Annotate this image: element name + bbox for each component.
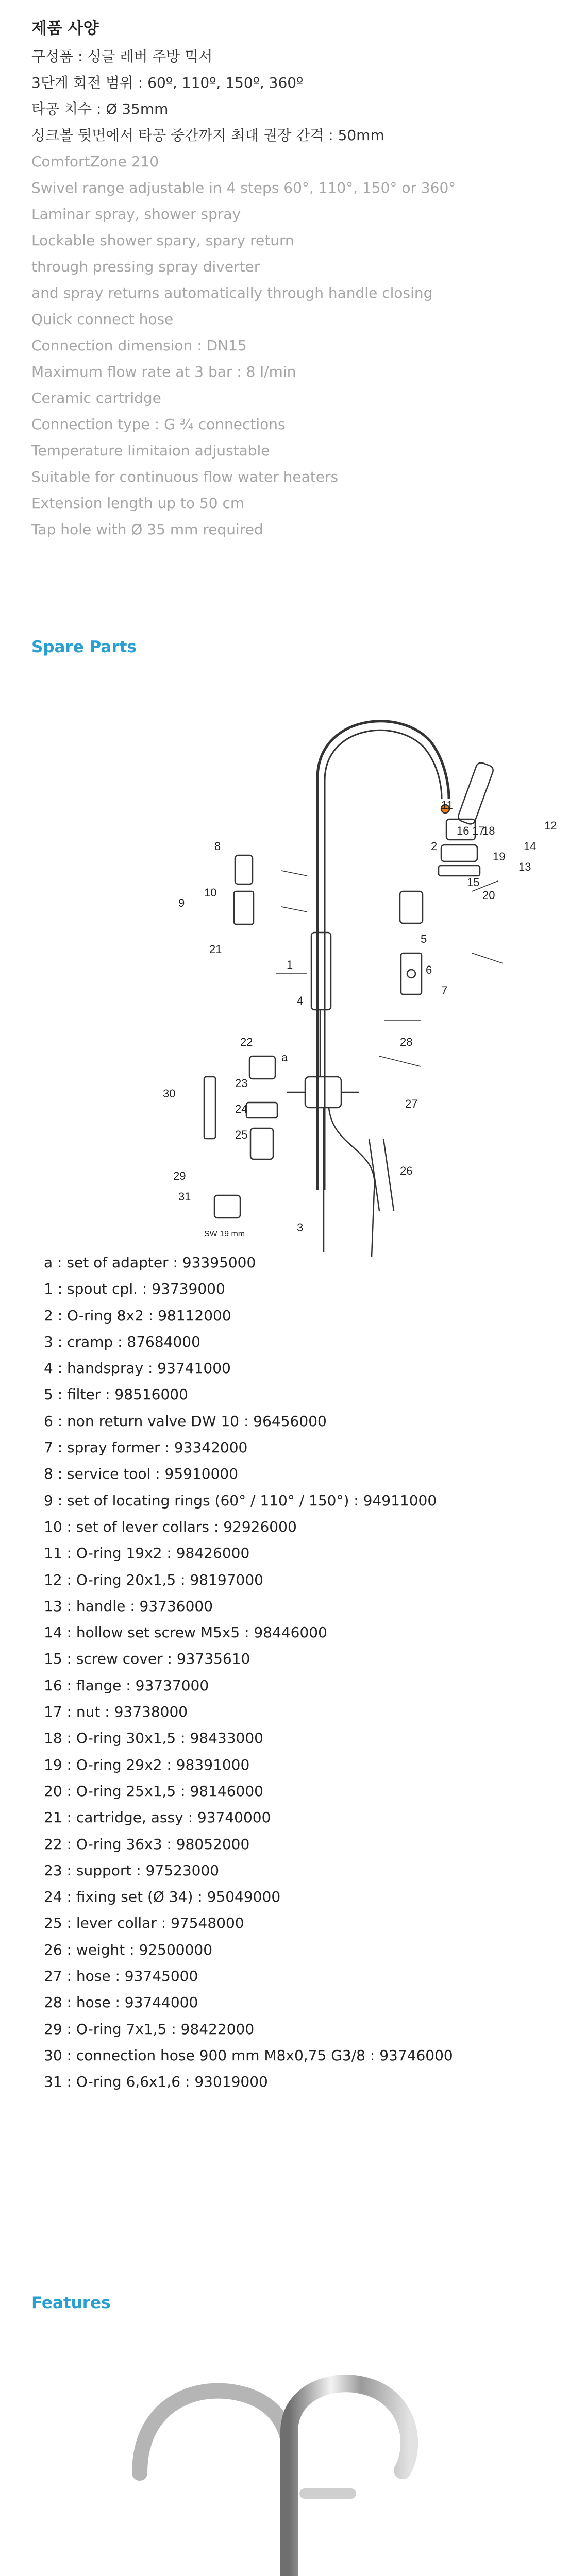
diagram-label: 10 [204, 886, 217, 899]
diagram-note: SW 19 mm [204, 1230, 245, 1239]
spec-line-en: Connection dimension : DN15 [31, 337, 247, 354]
spec-line-ko: 싱크볼 뒷면에서 타공 중간까지 최대 권장 간격 : 50mm [31, 127, 384, 144]
diagram-label: 15 [467, 876, 480, 889]
diagram-label: 22 [240, 1036, 253, 1048]
spout-inner [325, 730, 442, 1190]
spec-line-en: Temperature limitaion adjustable [31, 442, 270, 459]
list-item: 5 : filter : 98516000 [44, 1386, 188, 1403]
diagram-label: 13 [518, 860, 531, 873]
diagram-label: 19 [493, 850, 506, 863]
spec-line-en: through pressing spray diverter [31, 258, 260, 275]
list-item: a : set of adapter : 93395000 [44, 1254, 256, 1271]
diagram-label: 12 [544, 819, 557, 832]
spec-line-ko: 타공 치수 : Ø 35mm [31, 100, 169, 117]
list-item: 20 : O-ring 25x1,5 : 98146000 [44, 1782, 263, 1800]
fixing-nut [214, 1195, 240, 1218]
spec-line-en: Maximum flow rate at 3 bar : 8 l/min [31, 363, 296, 380]
diagram-label: 6 [426, 963, 432, 976]
diagram-label: 5 [421, 933, 427, 945]
list-item: 16 : flange : 93737000 [44, 1676, 209, 1694]
list-item: 9 : set of locating rings (60° / 110° / 150°) : 94911000 [44, 1492, 437, 1509]
list-item: 2 : O-ring 8x2 : 98112000 [44, 1307, 231, 1324]
diagram-label: a [281, 1051, 288, 1064]
spec-line-en: Quick connect hose [31, 311, 174, 328]
diagram-label: 31 [178, 1190, 191, 1203]
diagram-label: 9 [178, 896, 185, 909]
diagram-label: 11 [441, 799, 453, 811]
hose-lines [324, 1108, 375, 1257]
diagram-label: 27 [405, 1097, 418, 1110]
spare-parts-list [44, 1249, 453, 2095]
spec-title: 제품 사양 [31, 19, 99, 38]
diagram-label: 30 [163, 1087, 176, 1100]
spec-line-en: Laminar spray, shower spray [31, 206, 241, 223]
diagram-label: 16 [457, 824, 470, 837]
base-body [305, 1077, 341, 1108]
features-heading: Features [31, 2294, 111, 2312]
list-item: 6 : non return valve DW 10 : 96456000 [44, 1412, 327, 1430]
list-item: 10 : set of lever collars : 92926000 [44, 1518, 297, 1535]
spec-line-ko: 3단계 회전 범위 : 60º, 110º, 150º, 360º [31, 74, 304, 91]
handspray-body [311, 933, 331, 1010]
diagram-label: 18 [482, 824, 495, 837]
cartridge-body [401, 953, 422, 994]
list-item: 25 : lever collar : 97548000 [44, 1914, 244, 1932]
diagram-label: 20 [482, 889, 495, 902]
list-item: 1 : spout cpl. : 93739000 [44, 1280, 225, 1298]
list-item: 18 : O-ring 30x1,5 : 98433000 [44, 1730, 263, 1747]
list-item: 11 : O-ring 19x2 : 98426000 [44, 1545, 250, 1562]
diagram-label: 2 [431, 840, 438, 853]
spec-line-en: Lockable shower spary, spary return [31, 232, 294, 249]
list-item: 24 : fixing set (Ø 34) : 95049000 [44, 1888, 281, 1906]
spec-line-en: and spray returns automatically through handle closing [31, 284, 433, 301]
diagram-label: 3 [297, 1221, 304, 1234]
list-item: 31 : O-ring 6,6x1,6 : 93019000 [44, 2073, 268, 2091]
list-item: 30 : connection hose 900 mm M8x0,75 G3/8 : 93746000 [44, 2046, 453, 2064]
diagram-label: 29 [173, 1170, 186, 1182]
list-item: 4 : handspray : 93741000 [44, 1360, 231, 1377]
diagram-label: 28 [400, 1036, 413, 1048]
spare-parts-heading: Spare Parts [31, 638, 137, 656]
list-item: 22 : O-ring 36x3 : 98052000 [44, 1835, 250, 1853]
spec-line-en: Ceramic cartridge [31, 389, 161, 406]
list-item: 27 : hose : 93745000 [44, 1968, 198, 1985]
list-item: 14 : hollow set screw M5x5 : 98446000 [44, 1624, 327, 1641]
faucet-product-image [31, 2360, 555, 2576]
spec-line-ko: 구성품 : 싱글 레버 주방 믹서 [31, 48, 213, 65]
list-item: 7 : spray former : 93342000 [44, 1439, 248, 1456]
spec-line-en: Connection type : G ¾ connections [31, 416, 286, 433]
diagram-label: 26 [400, 1164, 413, 1177]
handle-lever [457, 761, 495, 825]
diagram-label: 4 [297, 994, 304, 1007]
spec-line-en: Extension length up to 50 cm [31, 495, 245, 512]
diagram-label: 17 [472, 824, 485, 837]
spec-line-en: ComfortZone 210 [31, 153, 159, 170]
spec-line-en: Suitable for continuous flow water heaters [31, 468, 339, 485]
diagram-label: 25 [235, 1128, 248, 1141]
diagram-label: 1 [287, 958, 293, 971]
spout-outline [317, 721, 449, 1190]
diagram-label: 21 [209, 943, 222, 956]
list-item: 15 : screw cover : 93735610 [44, 1650, 250, 1668]
spec-line-en: Tap hole with Ø 35 mm required [31, 521, 263, 538]
diagram-label: 7 [441, 984, 448, 997]
list-item: 28 : hose : 93744000 [44, 1994, 198, 2011]
list-item: 17 : nut : 93738000 [44, 1703, 188, 1721]
diagram-label: 14 [524, 840, 537, 853]
list-item: 21 : cartridge, assy : 93740000 [44, 1809, 271, 1826]
spec-line-en: Swivel range adjustable in 4 steps 60°, 110°, 150° or 360° [31, 179, 456, 196]
list-item: 19 : O-ring 29x2 : 98391000 [44, 1756, 250, 1773]
exploded-parts-diagram [111, 685, 565, 1283]
diagram-label: 24 [235, 1103, 248, 1115]
list-item: 26 : weight : 92500000 [44, 1941, 213, 1958]
diagram-label: 23 [235, 1077, 248, 1090]
diagram-label: 8 [214, 840, 221, 853]
list-item: 8 : service tool : 95910000 [44, 1465, 239, 1483]
list-item: 3 : cramp : 87684000 [44, 1333, 200, 1350]
list-item: 12 : O-ring 20x1,5 : 98197000 [44, 1571, 263, 1588]
list-item: 29 : O-ring 7x1,5 : 98422000 [44, 2020, 255, 2038]
list-item: 13 : handle : 93736000 [44, 1597, 213, 1615]
spec-section [31, 15, 557, 543]
list-item: 23 : support : 97523000 [44, 1861, 220, 1879]
